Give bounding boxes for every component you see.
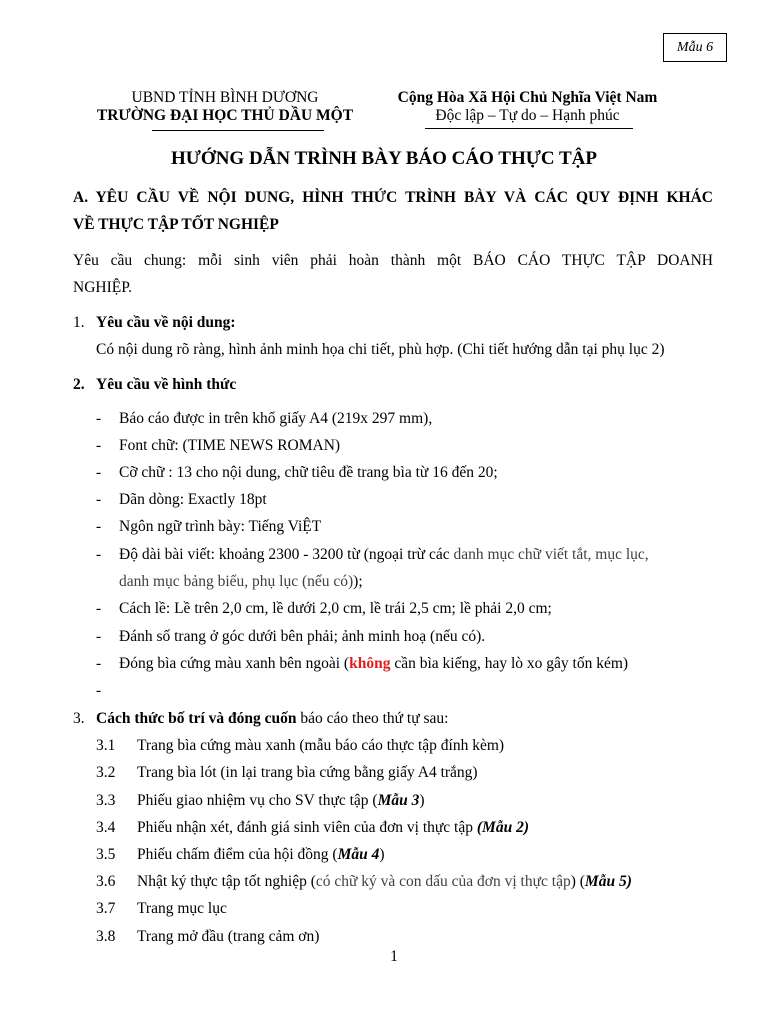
general-requirement-line2: NGHIỆP.	[73, 279, 132, 296]
bullet-margins: Cách lề: Lề trên 2,0 cm, lề dưới 2,0 cm, lề trái 2,5 cm; lề phải 2,0 cm;	[119, 600, 552, 617]
sub-number: 3.4	[96, 819, 116, 836]
item1-text: Có nội dung rõ ràng, hình ảnh minh họa chi tiết, phù hợp. (Chi tiết hướng dẫn tại phụ lục 2)	[96, 341, 665, 358]
left-header-rule	[152, 130, 324, 131]
bullet-binding-text: Đóng bìa cứng màu xanh bên ngoài (	[119, 655, 350, 672]
item3-heading-bold: Cách thức bố trí và đóng cuốn	[96, 710, 297, 727]
bullet-dash: -	[96, 546, 102, 563]
sub-tail: )	[419, 792, 425, 809]
general-requirement-line1: Yêu cầu chung: mỗi sinh viên phải hoàn thành một BÁO CÁO THỰC TẬP DOANH	[73, 252, 713, 269]
sub-number: 3.8	[96, 928, 116, 945]
sub-inner-cover: Trang bìa lót (in lại trang bìa cứng bằng giấy A4 trắng)	[137, 764, 478, 781]
sub-text: Phiếu chấm điểm của hội đồng (	[137, 846, 338, 863]
bullet-length-line1	[119, 546, 649, 564]
bullet-length-excluded-cont: danh mục bảng biểu, phụ lục (nếu có)	[119, 573, 354, 590]
bullet-dash-empty: -	[96, 682, 102, 699]
sub-mid: ) (	[570, 873, 585, 890]
sub-number: 3.6	[96, 873, 116, 890]
bullet-page-numbering: Đánh số trang ở góc dưới bên phải; ảnh minh hoạ (nếu có).	[119, 628, 486, 645]
bullet-dash: -	[96, 628, 102, 645]
bullet-length-text: Độ dài bài viết: khoảng 2300 - 3200 từ (ngoại trừ các	[119, 546, 454, 563]
bullet-dash: -	[96, 464, 102, 481]
bullet-dash: -	[96, 491, 102, 508]
bullet-font: Font chữ: (TIME NEWS ROMAN)	[119, 437, 341, 454]
bullet-language: Ngôn ngữ trình bày: Tiếng ViỆT	[119, 518, 322, 535]
bullet-binding	[119, 655, 628, 673]
section-a-heading-line2: VỀ THỰC TẬP TỐT NGHIỆP	[73, 216, 279, 233]
bullet-dash: -	[96, 410, 102, 427]
sub-form-ref: Mẫu 5)	[584, 873, 632, 890]
bullet-dash: -	[96, 655, 102, 672]
bullet-dash: -	[96, 518, 102, 535]
bullet-binding-emphasis: không	[349, 655, 391, 672]
authority-name: UBND TỈNH BÌNH DƯƠNG	[131, 89, 319, 106]
item2-heading: Yêu cầu về hình thức	[96, 376, 237, 393]
bullet-dash: -	[96, 437, 102, 454]
sub-number: 3.2	[96, 764, 116, 781]
sub-number: 3.7	[96, 900, 116, 917]
sub-number: 3.1	[96, 737, 116, 754]
bullet-font-size: Cỡ chữ : 13 cho nội dung, chữ tiêu đề trang bìa từ 16 đến 20;	[119, 464, 498, 481]
university-name: TRƯỜNG ĐẠI HỌC THỦ DẦU MỘT	[96, 107, 354, 124]
item3-number: 3.	[73, 710, 85, 727]
sub-form-ref: Mẫu 3	[377, 792, 420, 809]
item3-heading-rest: báo cáo theo thứ tự sau:	[296, 710, 449, 727]
sub-internship-diary	[137, 873, 632, 891]
sub-evaluation-form	[137, 819, 529, 837]
motto: Độc lập – Tự do – Hạnh phúc	[435, 107, 620, 124]
sub-text: Nhật ký thực tập tốt nghiệp (	[137, 873, 316, 890]
sub-number: 3.3	[96, 792, 116, 809]
sub-form-ref: (Mẫu 2)	[476, 819, 529, 836]
sub-text: Phiếu nhận xét, đánh giá sinh viên của đơn vị thực tập	[137, 819, 477, 836]
bullet-binding-rest: cần bìa kiếng, hay lò xo gây tốn kém)	[390, 655, 629, 672]
sub-number: 3.5	[96, 846, 116, 863]
bullet-line-spacing: Dãn dòng: Exactly 18pt	[119, 491, 267, 508]
sub-form-ref: Mẫu 4	[337, 846, 380, 863]
item3-heading	[96, 710, 448, 728]
bullet-paper-size: Báo cáo được in trên khổ giấy A4 (219x 297 mm),	[119, 410, 433, 427]
sub-grading-form	[137, 846, 385, 864]
sub-note: có chữ ký và con dấu của đơn vị thực tập	[315, 873, 571, 890]
section-a-heading-line1: A. YÊU CẦU VỀ NỘI DUNG, HÌNH THỨC TRÌNH BÀY VÀ CÁC QUY ĐỊNH KHÁC	[73, 189, 713, 206]
sub-tail: )	[379, 846, 385, 863]
item1-heading: Yêu cầu về nội dung:	[96, 314, 236, 331]
sub-assignment-form	[137, 792, 425, 810]
item1-number: 1.	[73, 314, 85, 331]
form-label: Mẫu 6	[663, 33, 727, 62]
sub-text: Phiếu giao nhiệm vụ cho SV thực tập (	[137, 792, 378, 809]
bullet-length-excluded: danh mục chữ viết tắt, mục lục,	[453, 546, 649, 563]
item2-number: 2.	[73, 376, 85, 393]
page-title: HƯỚNG DẪN TRÌNH BÀY BÁO CÁO THỰC TẬP	[171, 148, 597, 169]
bullet-length-end: );	[353, 573, 363, 590]
bullet-dash: -	[96, 600, 102, 617]
bullet-length-line2	[119, 573, 363, 591]
right-header-rule	[425, 128, 633, 129]
country-name: Cộng Hòa Xã Hội Chủ Nghĩa Việt Nam	[397, 89, 658, 106]
page-number: 1	[390, 948, 398, 965]
sub-hard-cover: Trang bìa cứng màu xanh (mẫu báo cáo thực tập đính kèm)	[137, 737, 505, 754]
sub-table-of-contents: Trang mục lục	[137, 900, 227, 917]
sub-opening-page: Trang mở đầu (trang cảm ơn)	[137, 928, 320, 945]
